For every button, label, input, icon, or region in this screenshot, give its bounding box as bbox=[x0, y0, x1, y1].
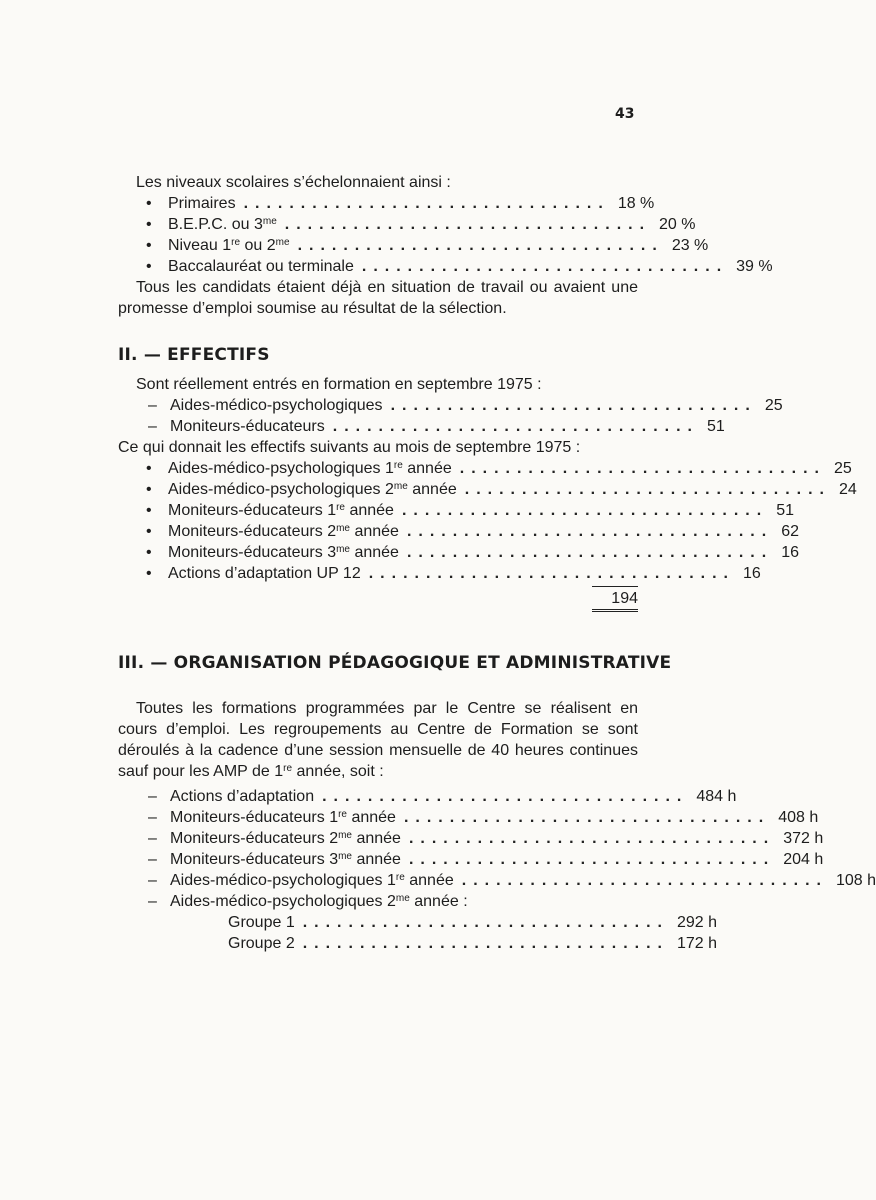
heures-item: – Aides-médico-psychologiques 1re année ................................ 108 h bbox=[148, 872, 876, 889]
dash-icon: – bbox=[148, 830, 157, 847]
niveau-item: • Niveau 1re ou $2^{me}$ ................................ 23 % bbox=[146, 237, 709, 254]
bullet-icon: • bbox=[146, 502, 152, 519]
heures-item: – Moniteurs-éducateurs $2^{me}$ année ................................ 372 h bbox=[148, 830, 824, 847]
heures-item: – Actions d’adaptation ................................ 484 h bbox=[148, 788, 737, 805]
effectifs-total-row bbox=[118, 588, 638, 609]
dot-leader: ................................ bbox=[408, 851, 776, 868]
effectif-item: • Moniteurs-éducateurs $2^{me}$ année ................................ 62 bbox=[146, 523, 799, 540]
bullet-icon: • bbox=[146, 237, 152, 254]
bullet-icon: • bbox=[146, 216, 152, 233]
dash-icon: – bbox=[148, 418, 157, 435]
dash-icon: – bbox=[148, 893, 157, 910]
niveaux-intro: Les niveaux scolaires s’échelonnaient ainsi : bbox=[136, 174, 451, 191]
total-rule bbox=[592, 586, 638, 587]
niveau-item: • Baccalauréat ou terminale ................................ 39 % bbox=[146, 258, 773, 275]
dot-leader: ................................ bbox=[390, 397, 757, 414]
dot-leader: ................................ bbox=[401, 502, 769, 519]
dot-leader: ................................ bbox=[461, 872, 828, 889]
niveau-item: • Primaires ................................ 18 % bbox=[146, 195, 655, 212]
dash-icon: – bbox=[148, 851, 157, 868]
effectif-item: • Aides-médico-psychologiques 1re année ................................ 25 bbox=[146, 460, 852, 477]
heures-item: – Moniteurs-éducateurs $3^{me}$ année ................................ 204 h bbox=[148, 851, 824, 868]
effectif-item: • Actions d’adaptation UP 12 ................................ 16 bbox=[118, 563, 638, 584]
organisation-paragraph: Toutes les formations programmées par le Centre se réalisent en cours d’emploi. Les regroupements au Centre de Formation se sont déroulés à la cadence d’une session mensuelle de 40 heures continues sauf pour les AMP de 1re année, soit : bbox=[118, 700, 638, 780]
dot-leader: ................................ bbox=[406, 523, 774, 540]
effectifs-intro-2: Ce qui donnait les effectifs suivants au mois de septembre 1975 : bbox=[118, 439, 581, 456]
niveau-item: • B.E.P.C. ou $3^{me}$ ................................ 20 % bbox=[146, 216, 696, 233]
effectif-item: • Moniteurs-éducateurs $3^{me}$ année ................................ 16 bbox=[146, 544, 799, 561]
bullet-icon: • bbox=[146, 523, 152, 540]
section-heading-effectifs: II. — EFFECTIFS bbox=[118, 345, 270, 365]
dot-leader: ................................ bbox=[368, 565, 735, 582]
dot-leader: ................................ bbox=[408, 830, 776, 847]
dot-leader: ................................ bbox=[406, 544, 774, 561]
bullet-icon: • bbox=[146, 460, 152, 477]
dot-leader: ................................ bbox=[284, 216, 652, 233]
entry-item: – Aides-médico-psychologiques ................................ 25 bbox=[148, 397, 783, 414]
groupe-item: Groupe 1 ................................ 292 h bbox=[228, 914, 718, 931]
page-content bbox=[118, 172, 876, 954]
heures-item-amp2: – Aides-médico-psychologiques $2^{me}$ année : bbox=[148, 893, 468, 910]
bullet-icon: • bbox=[146, 565, 152, 582]
dash-icon: – bbox=[148, 809, 157, 826]
dot-leader: ................................ bbox=[459, 460, 826, 477]
heures-item: – Moniteurs-éducateurs 1re année ................................ 408 h bbox=[148, 809, 819, 826]
dot-leader: ................................ bbox=[243, 195, 610, 212]
dot-leader: ................................ bbox=[403, 809, 771, 826]
effectifs-intro: Sont réellement entrés en formation en septembre 1975 : bbox=[136, 376, 542, 393]
bullet-icon: • bbox=[146, 481, 152, 498]
bullet-icon: • bbox=[146, 258, 152, 275]
candidats-paragraph: Tous les candidats étaient déjà en situation de travail ou avaient une promesse d’emploi soumise au résultat de la sélection. bbox=[118, 279, 638, 317]
dot-leader: ................................ bbox=[332, 418, 699, 435]
effectifs-total: 194 bbox=[611, 590, 638, 607]
section-heading-organisation: III. — ORGANISATION PÉDAGOGIQUE ET ADMINISTRATIVE bbox=[118, 653, 672, 673]
total-double-rule bbox=[592, 609, 638, 612]
dash-icon: – bbox=[148, 872, 157, 889]
dot-leader: ................................ bbox=[464, 481, 831, 498]
entry-item: – Moniteurs-éducateurs ................................ 51 bbox=[148, 418, 725, 435]
effectif-item: • Aides-médico-psychologiques $2^{me}$ année ................................ 24 bbox=[146, 481, 857, 498]
groupe-item: Groupe 2 ................................ 172 h bbox=[228, 935, 718, 952]
dot-leader: ................................ bbox=[361, 258, 729, 275]
dot-leader: ................................ bbox=[322, 788, 689, 805]
dot-leader: ................................ bbox=[302, 914, 669, 931]
dot-leader: ................................ bbox=[302, 935, 669, 952]
dash-icon: – bbox=[148, 397, 157, 414]
dot-leader: ................................ bbox=[297, 237, 664, 254]
page-number: 43 bbox=[615, 106, 635, 122]
bullet-icon: • bbox=[146, 544, 152, 561]
dash-icon: – bbox=[148, 788, 157, 805]
effectif-item: • Moniteurs-éducateurs 1re année ................................ 51 bbox=[146, 502, 794, 519]
bullet-icon: • bbox=[146, 195, 152, 212]
